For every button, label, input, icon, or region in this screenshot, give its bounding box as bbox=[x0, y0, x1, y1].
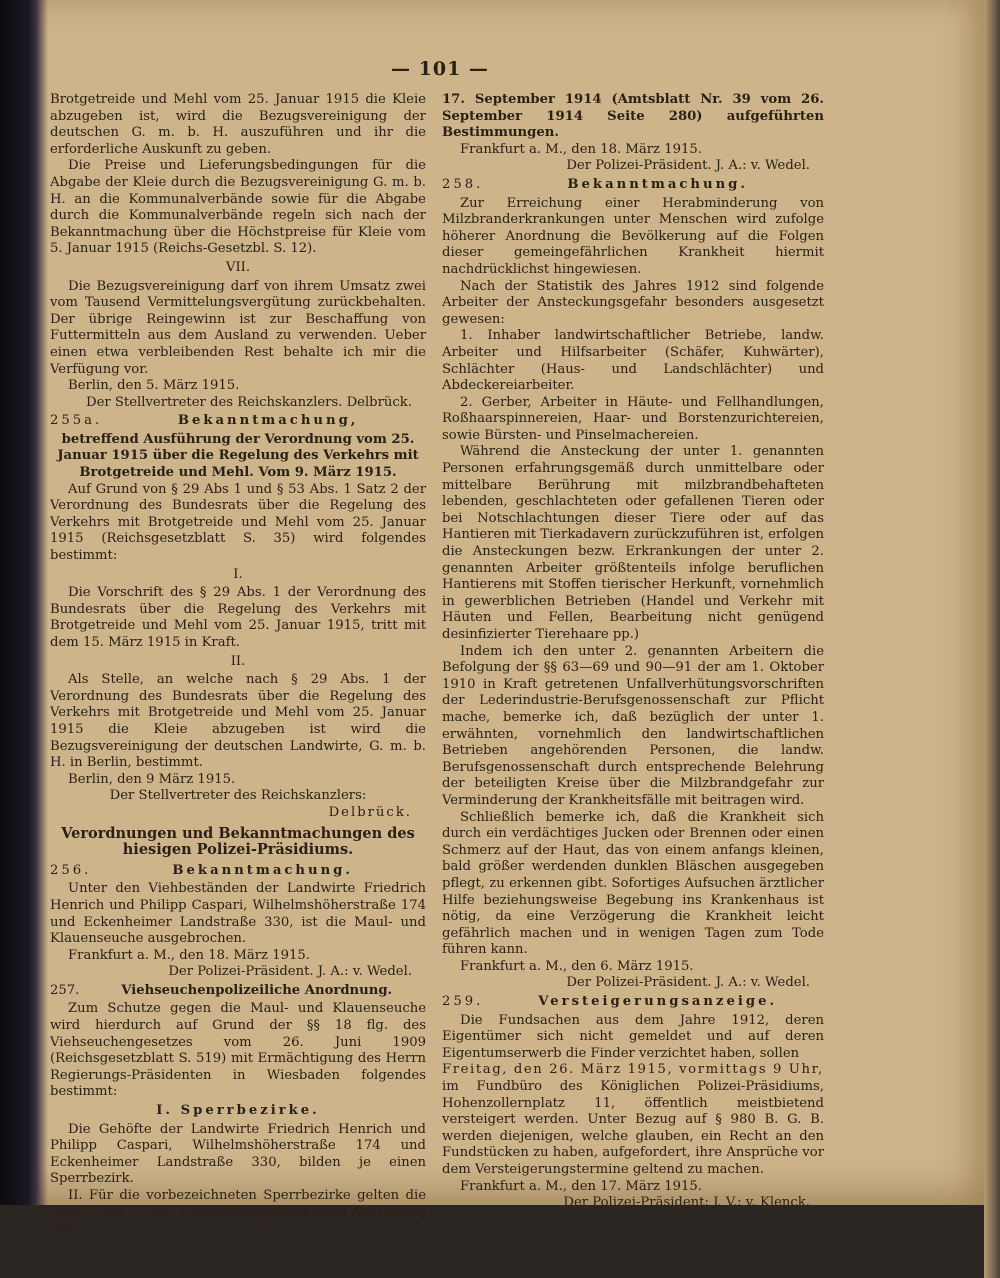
paragraph: 1. Inhaber landwirtschaftlicher Betriebe, landw. Arbeiter und Hilfsarbeiter (Schäfer, Kuhwärter), Schlächter (Haus- und Landschlächter) und Abdeckereiarbeiter. bbox=[442, 328, 824, 394]
notice-title: Bekanntmachung. bbox=[172, 862, 353, 878]
place-date: Frankfurt a. M., den 6. März 1915. bbox=[460, 958, 694, 974]
signature: Der Polizei-Präsident: J. V.: v. Klenck. bbox=[563, 1195, 810, 1211]
notice-heading bbox=[50, 413, 426, 430]
notice-heading bbox=[50, 863, 426, 880]
place-date: Berlin, den 5. März 1915. bbox=[68, 378, 240, 394]
notice-subtitle: betreffend Ausführung der Verordnung vom 25. Januar 1915 über die Regelung des Verkehrs mit Brotgetreide und Mehl. Vom 9. März 1915. bbox=[57, 431, 419, 481]
notice-title: Bekanntmachung. bbox=[567, 176, 748, 192]
notice-heading bbox=[442, 177, 824, 194]
paragraph: Die Fundsachen aus dem Jahre 1912, deren Eigentümer sich nicht gemeldet und auf deren Eigentumserwerb die Finder verzichtet haben, sollen bbox=[442, 1012, 824, 1061]
section-heading: I. Sperrbezirke. bbox=[156, 1103, 320, 1119]
place-date: Frankfurt a. M., den 18. März 1915. bbox=[460, 141, 702, 157]
notice-heading bbox=[442, 994, 824, 1011]
right-column bbox=[442, 92, 824, 1212]
place-date: Frankfurt a. M., den 17. März 1915. bbox=[460, 1178, 702, 1194]
signature: Der Polizei-Präsident. J. A.: v. Wedel. bbox=[566, 158, 810, 174]
paragraph: Zur Erreichung einer Herabminderung von Milzbranderkrankungen unter Menschen wird zufolge höherer Anordnung die Bevölkerung auf die Folgen dieser gemeingefährlichen Krankheit hiermit nachdrücklichst hingewiesen. bbox=[442, 195, 824, 277]
notice-number: 257. bbox=[50, 982, 80, 998]
section-heading: II. bbox=[230, 653, 246, 669]
place-date: Frankfurt a. M., den 18. März 1915. bbox=[68, 947, 310, 963]
paragraph: Nach der Statistik des Jahres 1912 sind folgende Arbeiter der Ansteckungsgefahr besonders ausgesetzt gewesen: bbox=[442, 278, 824, 327]
paragraph: Als Stelle, an welche nach § 29 Abs. 1 der Verordnung des Bundesrats über die Regelung des Verkehrs mit Brotgetreide und Mehl vom 25. Januar 1915 die Kleie abzugeben ist wird die Bezugsvereinigung der deutschen Landwirte, G. m. b. H. in Berlin, bestimmt. bbox=[50, 672, 426, 771]
page-number: — 101 — bbox=[391, 58, 489, 80]
notice-number: 258. bbox=[442, 176, 484, 192]
page-edge bbox=[984, 0, 1000, 1278]
notice-heading bbox=[50, 983, 426, 1000]
notice-number: 255a. bbox=[50, 413, 103, 429]
paragraph: Brotgetreide und Mehl vom 25. Januar 1915 die Kleie abzugeben ist, wird die Bezugsvereinigung der deutschen G. m. b. H. auszuführen und ihr die erforderliche Auskunft zu geben. bbox=[50, 92, 426, 157]
paragraph: Schließlich bemerke ich, daß die Krankheit sich durch ein verdächtiges Jucken oder Brennen oder einen Schmerz auf der Haut, das von einem anfangs kleinen, bald größer werdenden dunklen Bläschen ausgegeben pflegt, zu erkennen gibt. Sofortiges Aufsuchen ärztlicher Hilfe beziehungsweise Begebung ins Krankenhaus ist nötig, da eine Verzögerung die Krankheit leicht gefährlich machen und in wenigen Tagen zum Tode führen kann. bbox=[442, 809, 824, 958]
section-heading: I. bbox=[233, 566, 243, 582]
signature: Der Stellvertreter des Reichskanzlers. Delbrück. bbox=[86, 394, 412, 410]
paragraph: Die Bezugsvereinigung darf von ihrem Umsatz zwei vom Tausend Vermittelungsvergütung zurückbehalten. Der übrige Reingewinn ist zur Beschaffung von Futtermitteln aus dem Ausland zu verwenden. Ueber einen etwa verbleibenden Rest behalte ich mir die Verfügung vor. bbox=[50, 278, 426, 377]
paragraph: 17. September 1914 (Amtsblatt Nr. 39 vom 26. September 1914 Seite 280) aufgeführten Bestimmungen. bbox=[442, 92, 824, 141]
paragraph: im Fundbüro des Königlichen Polizei-Präsidiums, Hohenzollernplatz 11, öffentlich meistbietend versteigert werden. Unter Bezug auf § 980 B. G. B. werden diejenigen, welche glauben, ein Recht an den Fundstücken zu haben, aufgefordert, ihre Ansprüche vor dem Versteigerungstermine geltend zu machen. bbox=[442, 1079, 824, 1177]
signature: Der Polizei-Präsident. J. A.: v. Wedel. bbox=[168, 964, 412, 980]
paragraph: II. Für die vorbezeichneten Sperrbezirke gelten die unter I. bis VI. der viehseuchenpolizeilichen Anordnung vom bbox=[50, 1188, 426, 1237]
section-heading: VII. bbox=[225, 259, 251, 275]
section-title: Verordnungen und Bekanntmachungen des hiesigen Polizei-Präsidiums. bbox=[61, 824, 415, 859]
notice-title: Bekanntmachung, bbox=[177, 413, 359, 429]
paragraph: Die Vorschrift des § 29 Abs. 1 der Verordnung des Bundesrats über die Regelung des Verkehrs mit Brotgetreide und Mehl vom 25. Januar 1915, tritt mit dem 15. März 1915 in Kraft. bbox=[50, 585, 426, 650]
paragraph: Zum Schutze gegen die Maul- und Klauenseuche wird hierdurch auf Grund der §§ 18 flg. des Viehseuchengesetzes vom 26. Juni 1909 (Reichsgesetzblatt S. 519) mit Ermächtigung des Herrn Regierungs-Präsidenten in Wiesbaden folgendes bestimmt: bbox=[50, 1001, 426, 1100]
paragraph: Unter den Viehbeständen der Landwirte Friedrich Henrich und Philipp Caspari, Wilhelmshöherstraße 174 und Eckenheimer Landstraße 330, ist die Maul- und Klauenseuche ausgebrochen. bbox=[50, 881, 426, 947]
signature: Delbrück. bbox=[328, 804, 412, 820]
place-date: Berlin, den 9 März 1915. bbox=[68, 771, 236, 787]
notice-number: 256. bbox=[50, 862, 92, 878]
paragraph: Die Preise und Lieferungsbedingungen für die Abgabe der Kleie durch die Bezugsvereinigung G. m. b. H. an die Kommunalverbände sowie für die Abgabe durch die Kommunalverbände regeln sich nach der Bekanntmachung über die Höchstpreise für Kleie vom 5. Januar 1915 (Reichs-Gesetzbl. S. 12). bbox=[50, 158, 426, 257]
paragraph: Indem ich den unter 2. genannten Arbeitern die Befolgung der §§ 63—69 und 90—91 der am 1. Oktober 1910 in Kraft getretenen Unfallverhütungsvorschriften der Lederindustrie-Berufsgenossenschaft zur Pflicht mache, bemerke ich, daß bezüglich der unter 1. erwähnten, vornehmlich den landwirtschaftlichen Betrieben angehörenden Personen, die landw. Berufsgenossenschaft durch entsprechende Belehrung der beteiligten Kreise über die Milzbrandgefahr zur Verminderung der Krankheitsfälle mit beitragen wird. bbox=[442, 643, 824, 808]
paragraph: Auf Grund von § 29 Abs 1 und § 53 Abs. 1 Satz 2 der Verordnung des Bundesrats über die Regelung des Verkehrs mit Brotgetreide und Mehl vom 25. Januar 1915 (Reichsgesetzblatt S. 35) wird folgendes bestimmt: bbox=[50, 481, 426, 564]
signature: Der Polizei-Präsident. J. A.: v. Wedel. bbox=[566, 975, 810, 991]
notice-title: Versteigerungsanzeige. bbox=[538, 994, 778, 1010]
left-column bbox=[50, 92, 426, 1238]
auction-date: Freitag, den 26. März 1915, vormittags 9 Uhr, bbox=[442, 1062, 824, 1078]
notice-number: 259. bbox=[442, 994, 484, 1010]
paragraph: Während die Ansteckung der unter 1. genannten Personen erfahrungsgemäß durch unmittelbare oder mittelbare Berührung mit milzbrandbehafteten lebenden, geschlachteten oder gefallenen Tieren oder bei Notschlachtungen dieser Tiere oder auf das Hantieren mit Tierkadavern zurückzuführen ist, erfolgen die Ansteckungen bezw. Erkrankungen der unter 2. genannten Arbeiter größtenteils infolge beruflichen Hantierens mit Stoffen tierischer Herkunft, vornehmlich in gewerblichen Betrieben (Handel und Verkehr mit Häuten und Fellen, Bearbeitung nicht genügend desinfizierter Tierehaare pp.) bbox=[442, 444, 824, 642]
paragraph: 2. Gerber, Arbeiter in Häute- und Fellhandlungen, Roßhaarspinnereien, Haar- und Borstenzurichtereien, sowie Bürsten- und Pinselmachereien. bbox=[442, 394, 824, 443]
paragraph: Die Gehöfte der Landwirte Friedrich Henrich und Philipp Caspari, Wilhelmshöherstraße 174 und Eckenheimer Landstraße 330, bilden je einen Sperrbezirk. bbox=[50, 1121, 426, 1187]
signature: Der Stellvertreter des Reichskanzlers: bbox=[109, 788, 367, 804]
notice-title: Viehseuchenpolizeiliche Anordnung. bbox=[121, 982, 393, 998]
